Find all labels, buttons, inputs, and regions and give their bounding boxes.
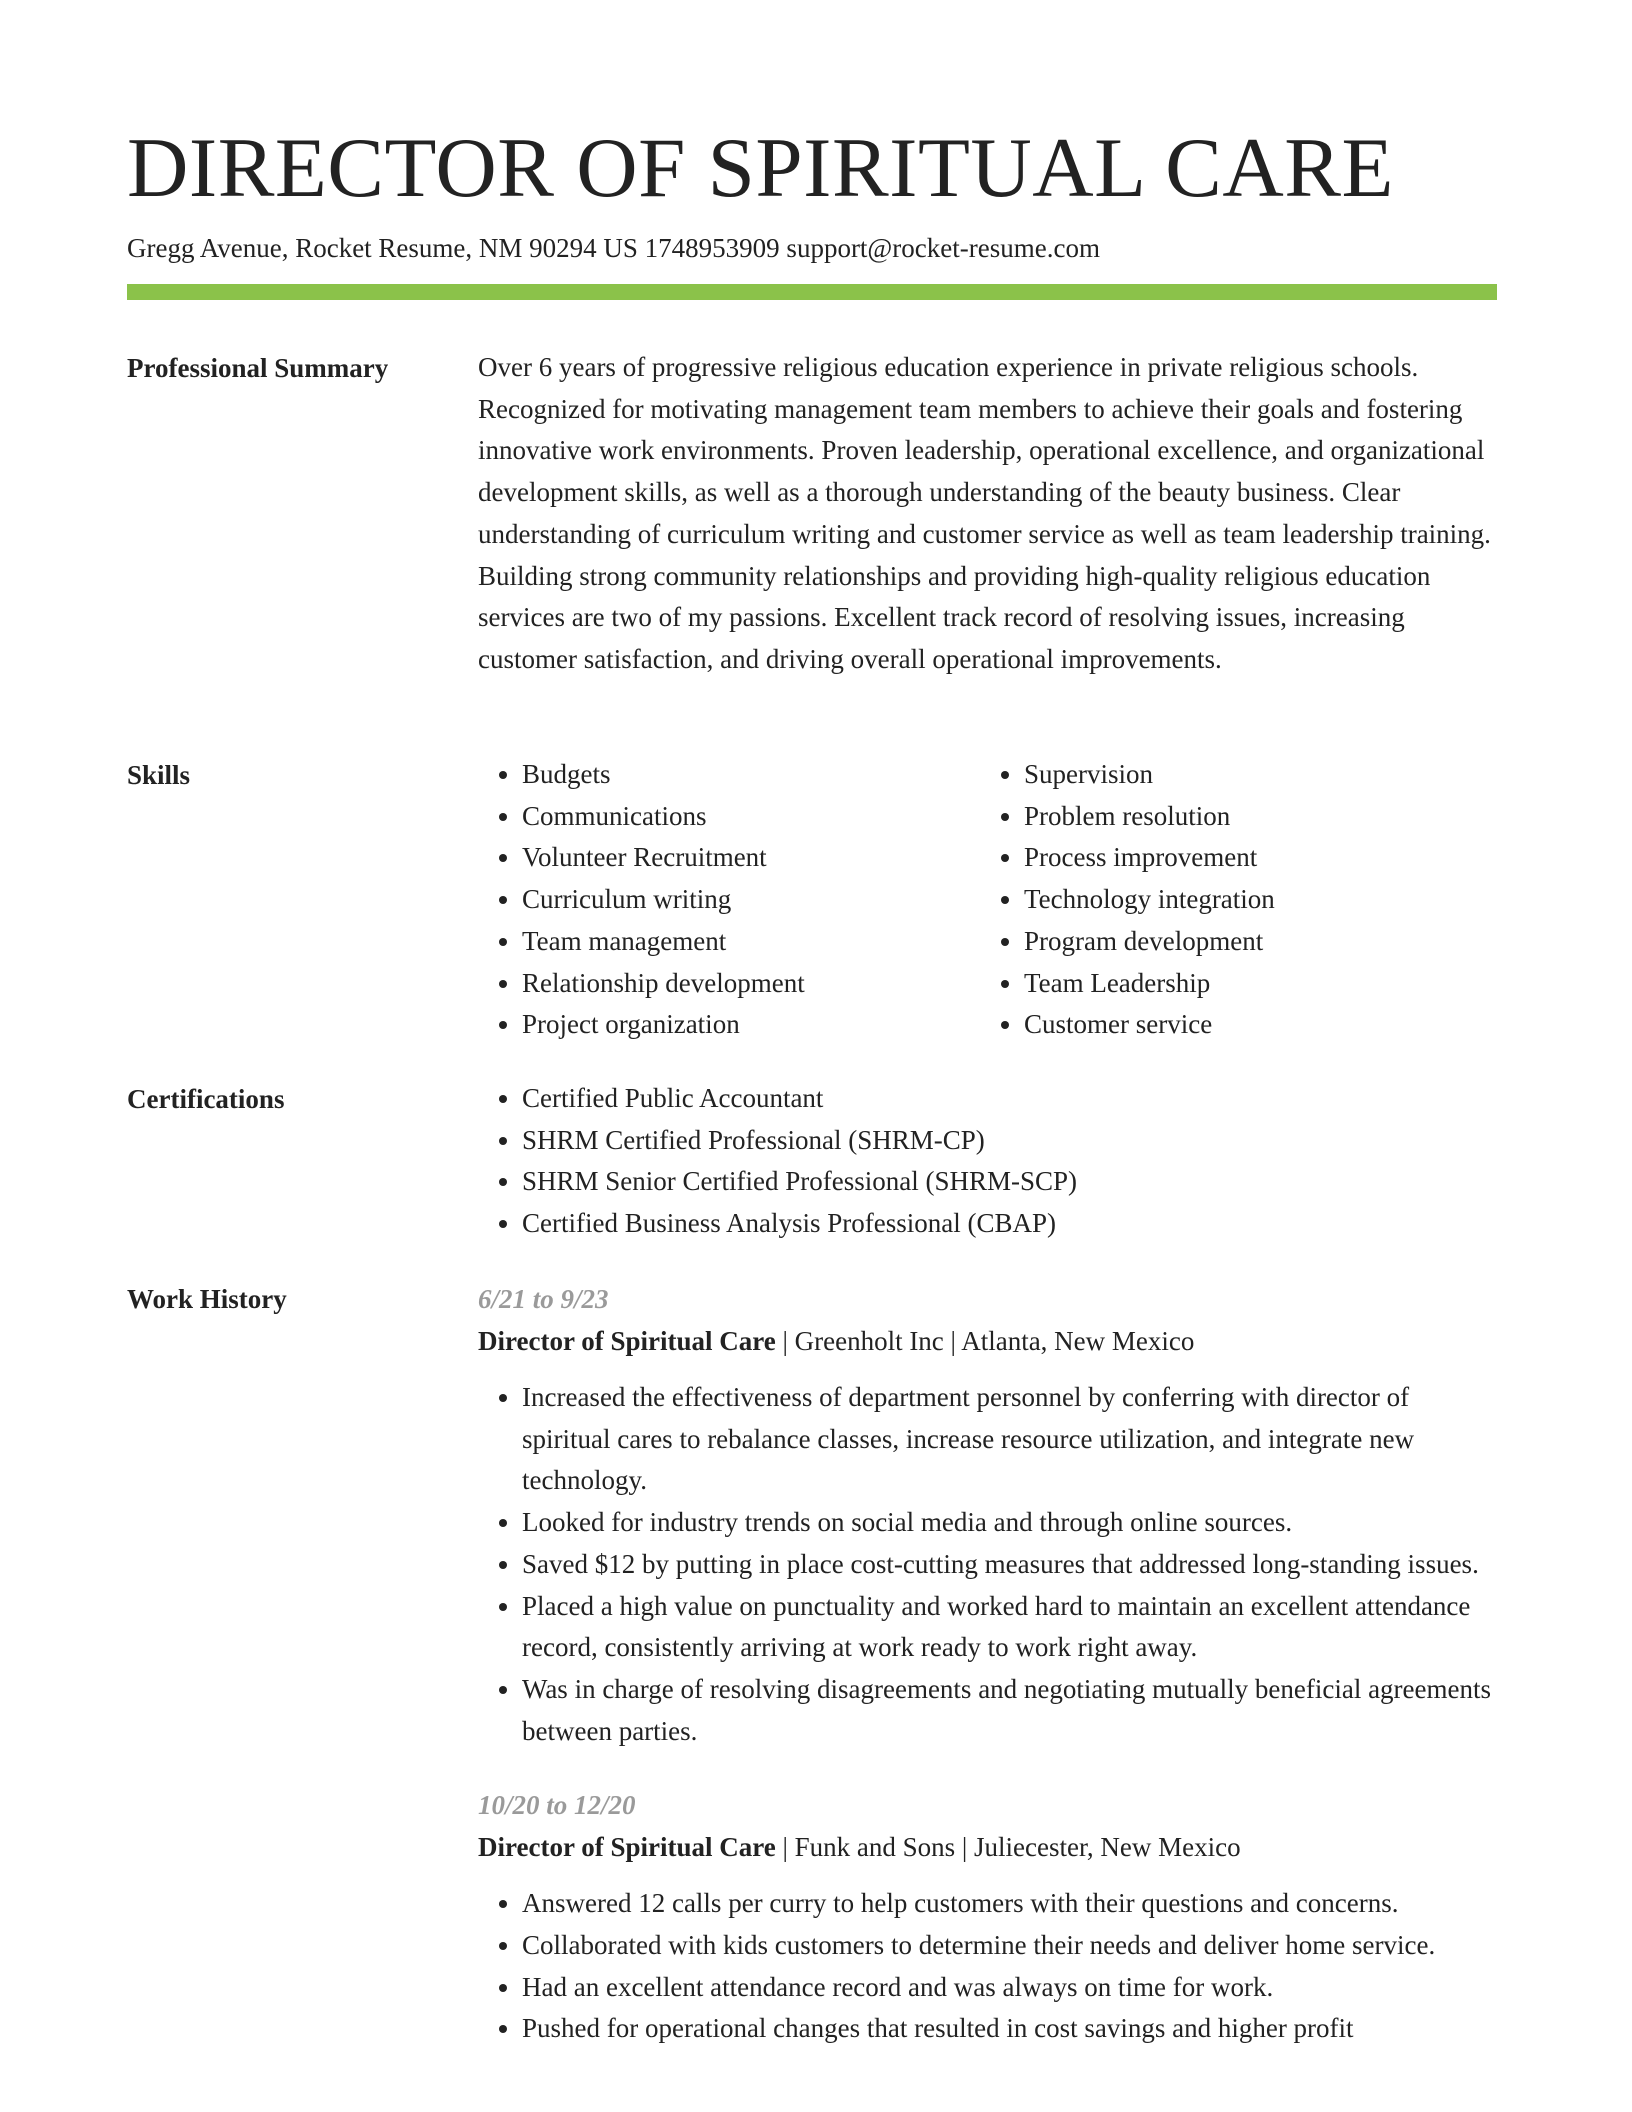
certifications-body <box>478 1078 1497 1245</box>
job-bullet: • Looked for industry trends on social media and through online sources. <box>522 1502 1497 1544</box>
job-entry <box>478 1784 1497 2050</box>
header-divider <box>127 284 1497 300</box>
skill-item: • Project organization <box>522 1004 980 1046</box>
job-heading <box>478 1320 1497 1362</box>
job-bullet: • Collaborated with kids customers to determine their needs and deliver home service. <box>522 1925 1497 1967</box>
skills-label: Skills <box>127 760 191 790</box>
skill-item: • Technology integration <box>1024 879 1482 921</box>
resume-title: DIRECTOR OF SPIRITUAL CARE <box>127 121 1394 215</box>
summary-text: Over 6 years of progressive religious education experience in private religious schools. Recognized for motivating management team members to achieve their goals and fostering innovative work environments. Proven leadership, operational excellence, and organizational development skills, as well as a thorough understanding of the beauty business. Clear understanding of curriculum writing and customer service as well as team leadership training. Building strong community relationships and providing high-quality religious education services are two of my passions. Excellent track record of resolving issues, increasing customer satisfaction, and driving overall operational improvements. <box>478 352 1491 674</box>
job-bullet: • Answered 12 calls per curry to help customers with their questions and concerns. <box>522 1883 1497 1925</box>
job-dates: 6/21 to 9/23 <box>478 1284 609 1314</box>
skills-body <box>478 754 1497 1046</box>
job-details: | Greenholt Inc | Atlanta, New Mexico <box>775 1326 1195 1356</box>
job-dates: 10/20 to 12/20 <box>478 1790 636 1821</box>
certification-item: • SHRM Senior Certified Professional (SHRM-SCP) <box>522 1161 1497 1203</box>
job-title: Director of Spiritual Care <box>478 1832 776 1863</box>
contact-info: Gregg Avenue, Rocket Resume, NM 90294 US 1748953909 support@rocket-resume.com <box>127 233 1100 263</box>
job-entry <box>478 1278 1497 1752</box>
skill-item: • Relationship development <box>522 963 980 1005</box>
work-history-body <box>478 1278 1497 2082</box>
skill-item: • Curriculum writing <box>522 879 980 921</box>
skill-item: • Budgets <box>522 754 980 796</box>
skill-item: • Team Leadership <box>1024 963 1482 1005</box>
summary-body <box>478 347 1497 681</box>
job-details: | Funk and Sons | Juliecester, New Mexico <box>775 1832 1241 1863</box>
job-title: Director of Spiritual Care <box>478 1326 776 1356</box>
job-heading <box>478 1826 1497 1868</box>
job-bullet: • Saved $12 by putting in place cost-cutting measures that addressed long-standing issues. <box>522 1544 1497 1586</box>
skill-item: • Supervision <box>1024 754 1482 796</box>
job-bullet: • Pushed for operational changes that resulted in cost savings and higher profit <box>522 2008 1497 2050</box>
certification-item: • Certified Business Analysis Professional (CBAP) <box>522 1203 1497 1245</box>
skill-item: • Problem resolution <box>1024 796 1482 838</box>
skill-item: • Communications <box>522 796 980 838</box>
certifications-label: Certifications <box>127 1084 285 1114</box>
skill-item: • Customer service <box>1024 1004 1482 1046</box>
skills-column-right <box>980 754 1482 1046</box>
skill-item: • Team management <box>522 921 980 963</box>
job-bullet: • Had an excellent attendance record and was always on time for work. <box>522 1967 1497 2009</box>
job-bullet: • Increased the effectiveness of department personnel by conferring with director of spiritual cares to rebalance classes, increase resource utilization, and integrate new technology. <box>522 1377 1497 1502</box>
job-bullet: • Placed a high value on punctuality and worked hard to maintain an excellent attendance record, consistently arriving at work ready to work right away. <box>522 1586 1497 1669</box>
skills-column-left <box>478 754 980 1046</box>
skill-item: • Volunteer Recruitment <box>522 837 980 879</box>
job-bullet: • Was in charge of resolving disagreements and negotiating mutually beneficial agreements between parties. <box>522 1669 1497 1752</box>
summary-label: Professional Summary <box>127 353 389 383</box>
skill-item: • Process improvement <box>1024 837 1482 879</box>
work-history-label: Work History <box>127 1284 287 1314</box>
certification-item: • SHRM Certified Professional (SHRM-CP) <box>522 1120 1497 1162</box>
certification-item: • Certified Public Accountant <box>522 1078 1497 1120</box>
skill-item: • Program development <box>1024 921 1482 963</box>
